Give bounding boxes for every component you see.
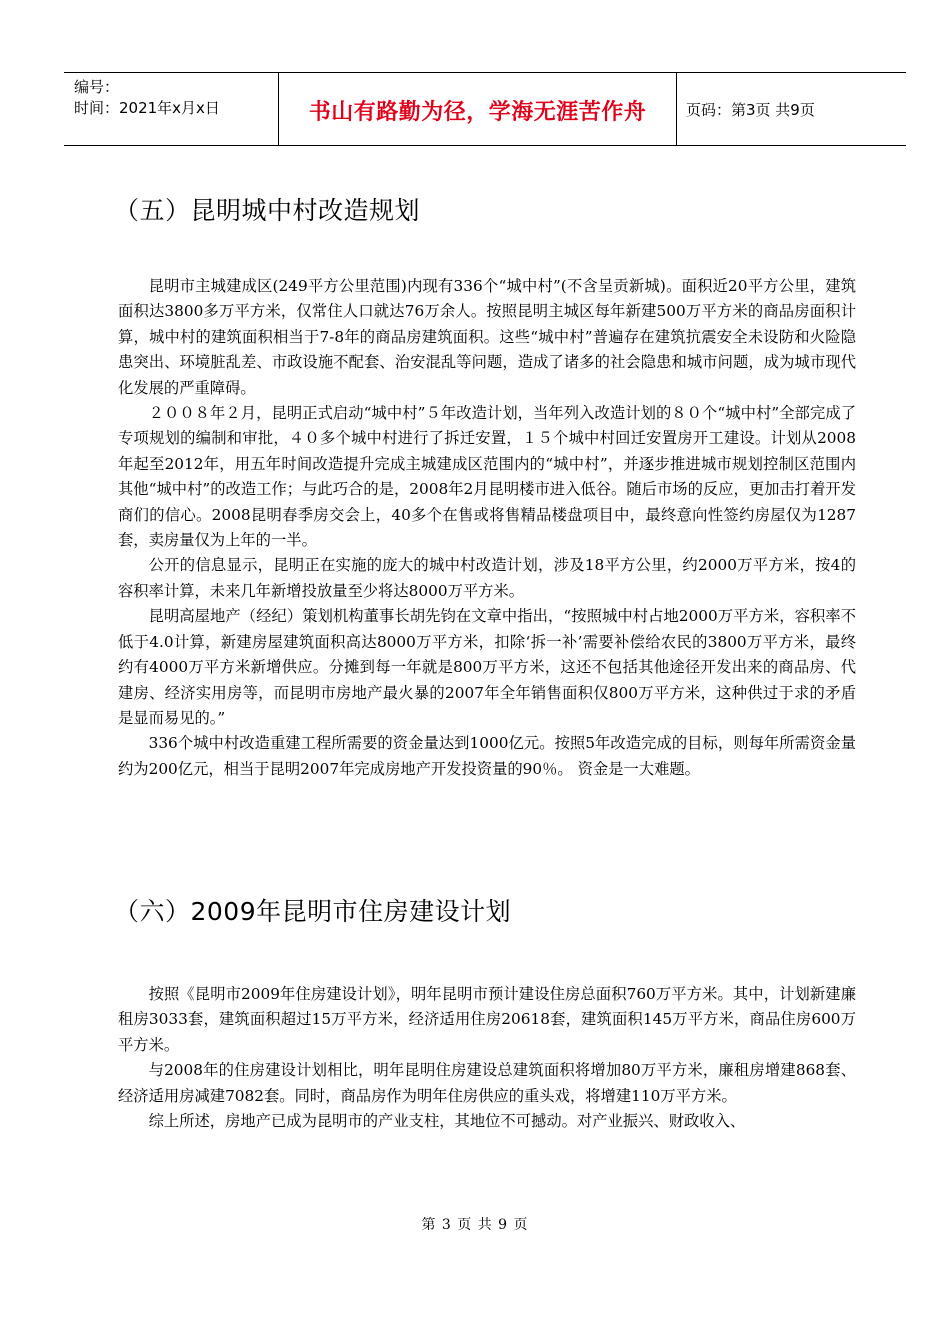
- paragraph: 综上所述，房地产已成为昆明市的产业支柱，其地位不可撼动。对产业振兴、财政收入、: [148, 1112, 746, 1131]
- paragraph: ２００８年２月，昆明正式启动“城中村”５年改造计划，当年列入改造计划的８０个“城中村”全部完成了专项规划的编制和审批，４０多个城中村进行了拆迁安置，１５个城中村回迁安置房开工建设。计划从2008年起至2012年，用五年时间改造提升完成主城建成区范围内的“城中村”，并逐步推进城市规划控制区范围内其他“城中村”的改造工作；与此巧合的是，2008年2月昆明楼市进入低谷。随后市场的反应，更加击打着开发商们的信心。2008昆明春季房交会上，40多个在售或将售精品楼盘项目中，最终意向性签约房屋仅为1287套，卖房量仅为上年的一半。: [118, 404, 856, 550]
- header-motto: 书山有路勤为径，学海无涯苦作舟: [308, 100, 647, 125]
- section-6-title: （六）2009年昆明市住房建设计划: [114, 897, 512, 926]
- paragraph: 按照《昆明市2009年住房建设计划》，明年昆明市预计建设住房总面积760万平方米。其中，计划新建廉租房3033套，建筑面积超过15万平方米，经济适用住房20618套，建筑面积145万平方米，商品住房600万平方米。: [118, 985, 856, 1054]
- section-5-title: （五）昆明城中村改造规划: [114, 196, 421, 225]
- page-header: [64, 72, 906, 146]
- page-footer: 第 3 页 共 9 页: [421, 1217, 529, 1233]
- section-6-body: [118, 982, 856, 1134]
- paragraph: 昆明市主城建成区(249平方公里范围)内现有336个“城中村”(不含呈贡新城)。面积近20平方公里，建筑面积达3800多万平方米，仅常住人口就达76万余人。按照昆明主城区每年新建500万平方米的商品房面积计算，城中村的建筑面积相当于7-8年的商品房建筑面积。这些“城中村”普遍存在建筑抗震安全未设防和火险隐患突出、环境脏乱差、市政设施不配套、治安混乱等问题，造成了诸多的社会隐患和城市问题，成为城市现代化发展的严重障碍。: [118, 277, 856, 397]
- paragraph: 336个城中村改造重建工程所需要的资金量达到1000亿元。按照5年改造完成的目标，则每年所需资金量约为200亿元，相当于昆明2007年完成房地产开发投资量的90％。 资金是一大难题。: [118, 734, 856, 778]
- paragraph: 昆明高屋地产（经纪）策划机构董事长胡先钧在文章中指出，“按照城中村占地2000万平方米，容积率不低于4.0计算，新建房屋建筑面积高达8000万平方米，扣除‘拆一补’需要补偿给农民的3800万平方米，最终约有4000万平方米新增供应。分摊到每一年就是800万平方米，这还不包括其他途径开发出来的商品房、代建房、经济实用房等，而昆明市房地产最火暴的2007年全年销售面积仅800万平方米，这种供过于求的矛盾是显而易见的。”: [118, 607, 856, 727]
- paragraph: 公开的信息显示，昆明正在实施的庞大的城中村改造计划，涉及18平方公里，约2000万平方米，按4的容积率计算，未来几年新增投放量至少将达8000万平方米。: [118, 556, 856, 600]
- paragraph: 与2008年的住房建设计划相比，明年昆明住房建设总建筑面积将增加80万平方米，廉租房增建868套、经济适用房减建7082套。同时，商品房作为明年住房供应的重头戏，将增建110万平方米。: [118, 1061, 856, 1105]
- header-time: 时间：2021年x月x日: [74, 99, 220, 117]
- header-divider: [676, 73, 677, 145]
- header-page-info: 页码：第3页 共9页: [686, 101, 815, 119]
- header-number: 编号：: [74, 78, 120, 96]
- section-5-body: [118, 274, 856, 782]
